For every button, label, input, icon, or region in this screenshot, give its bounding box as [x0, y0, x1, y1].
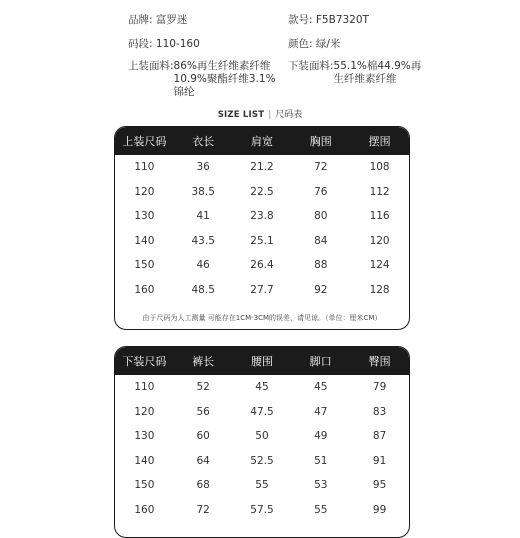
size-range-field: [128, 38, 200, 51]
brand-field: [128, 14, 187, 27]
table-cell: 49: [314, 430, 328, 443]
table-cell: 124: [369, 259, 390, 272]
table-cell: 46: [196, 259, 210, 272]
table-cell: 50: [255, 430, 269, 443]
table-cell: 52.5: [250, 454, 274, 467]
table-cell: 51: [314, 454, 328, 467]
table-cell: 160: [134, 283, 155, 296]
table-cell: 56: [196, 405, 210, 418]
table-cell: 55: [314, 503, 328, 516]
table-header-cell: 裤长: [192, 355, 215, 368]
table-cell: 110: [134, 381, 155, 394]
table-cell: 150: [134, 259, 155, 272]
size-list-title-cn: 尺码表: [275, 110, 303, 120]
table-cell: 47.5: [250, 405, 274, 418]
top-size-table: [114, 126, 410, 330]
size-list-title: [0, 107, 520, 120]
table-cell: 120: [134, 185, 155, 198]
top-fabric-label: 上装面料:: [128, 60, 174, 72]
table-cell: 99: [372, 503, 387, 516]
brand-label: 品牌:: [128, 14, 153, 26]
table-cell: 21.2: [250, 161, 274, 174]
style-number-value: F5B7320T: [315, 14, 369, 26]
table-cell: 88: [314, 259, 328, 272]
size-range-value: 110-160: [155, 38, 200, 50]
table-header-cell: 胸围: [309, 135, 332, 148]
table-cell: 41: [196, 210, 210, 223]
table-cell: 72: [196, 503, 210, 516]
table-cell: 57.5: [250, 503, 274, 516]
table-row: [115, 473, 409, 498]
brand-value: 富罗迷: [155, 14, 188, 26]
table-cell: 110: [134, 161, 155, 174]
table-row: [115, 449, 409, 474]
table-cell: 84: [314, 234, 328, 247]
table-row: [115, 278, 409, 303]
bottom-table-header: [115, 347, 409, 375]
table-cell: 130: [134, 430, 155, 443]
table-cell: 26.4: [250, 259, 274, 272]
bottom-size-table: [114, 346, 410, 538]
table-cell: 43.5: [191, 234, 215, 247]
table-cell: 38.5: [191, 185, 215, 198]
table-cell: 130: [134, 210, 155, 223]
table-row: [115, 155, 409, 180]
color-field: [288, 38, 340, 51]
bottom-fabric-value: 55.1%棉44.9%再生纤维素纤维: [333, 60, 422, 85]
style-number-label: 款号:: [288, 14, 313, 26]
table-cell: 80: [314, 210, 328, 223]
style-number-field: [288, 14, 369, 27]
table-cell: 87: [372, 430, 387, 443]
table-cell: 27.7: [250, 283, 274, 296]
table-cell: 68: [196, 479, 210, 492]
table-header-cell: 下装尺码: [122, 355, 167, 368]
table-header-cell: 摆围: [368, 135, 391, 148]
table-cell: 47: [314, 405, 328, 418]
bottom-fabric-label: 下装面料:: [288, 60, 334, 72]
color-label: 颜色:: [288, 38, 313, 50]
size-list-separator: |: [268, 110, 272, 120]
table-cell: 25.1: [250, 234, 274, 247]
table-row: [115, 424, 409, 449]
measurement-note: 由于尺码为人工测量 可能存在1CM-3CM的误差，请见谅。（单位：厘米CM）: [142, 314, 382, 322]
table-header-cell: 上装尺码: [122, 135, 167, 148]
table-cell: 53: [314, 479, 328, 492]
table-row: [115, 204, 409, 229]
table-cell: 72: [314, 161, 328, 174]
bottom-table-body: [115, 375, 409, 522]
table-cell: 140: [134, 234, 155, 247]
color-value: 绿/米: [315, 38, 341, 50]
table-cell: 160: [134, 503, 155, 516]
table-cell: 23.8: [250, 210, 274, 223]
table-cell: 140: [134, 454, 155, 467]
bottom-fabric-field: [288, 60, 432, 86]
table-row: [115, 375, 409, 400]
table-cell: 128: [369, 283, 390, 296]
table-header-cell: 脚口: [309, 355, 332, 368]
table-cell: 116: [369, 210, 390, 223]
table-cell: 91: [372, 454, 387, 467]
table-cell: 120: [134, 405, 155, 418]
table-header-cell: 肩宽: [250, 135, 273, 148]
table-cell: 36: [196, 161, 210, 174]
table-cell: 45: [314, 381, 328, 394]
top-fabric-value: 86%再生纤维素纤维10.9%聚酯纤维3.1%锦纶: [173, 60, 276, 98]
top-fabric-field: [128, 60, 284, 99]
table-cell: 45: [255, 381, 269, 394]
table-row: [115, 400, 409, 425]
table-cell: 79: [372, 381, 387, 394]
table-row: [115, 180, 409, 205]
table-header-cell: 臀围: [368, 355, 391, 368]
table-cell: 92: [314, 283, 328, 296]
size-range-label: 码段:: [128, 38, 153, 50]
top-table-body: [115, 155, 409, 302]
table-header-cell: 腰围: [250, 355, 273, 368]
table-cell: 150: [134, 479, 155, 492]
table-cell: 48.5: [191, 283, 215, 296]
top-table-header: [115, 127, 409, 155]
table-cell: 64: [196, 454, 210, 467]
table-cell: 112: [369, 185, 390, 198]
table-cell: 52: [196, 381, 210, 394]
table-row: [115, 498, 409, 523]
table-cell: 76: [314, 185, 328, 198]
table-cell: 108: [369, 161, 390, 174]
table-cell: 95: [372, 479, 387, 492]
table-row: [115, 229, 409, 254]
product-info: [0, 0, 520, 100]
table-cell: 60: [196, 430, 210, 443]
table-cell: 55: [255, 479, 269, 492]
table-cell: 83: [372, 405, 387, 418]
table-cell: 22.5: [250, 185, 274, 198]
table-cell: 120: [369, 234, 390, 247]
table-header-cell: 衣长: [192, 135, 215, 148]
size-list-title-en: SIZE LIST: [217, 110, 265, 120]
table-row: [115, 253, 409, 278]
